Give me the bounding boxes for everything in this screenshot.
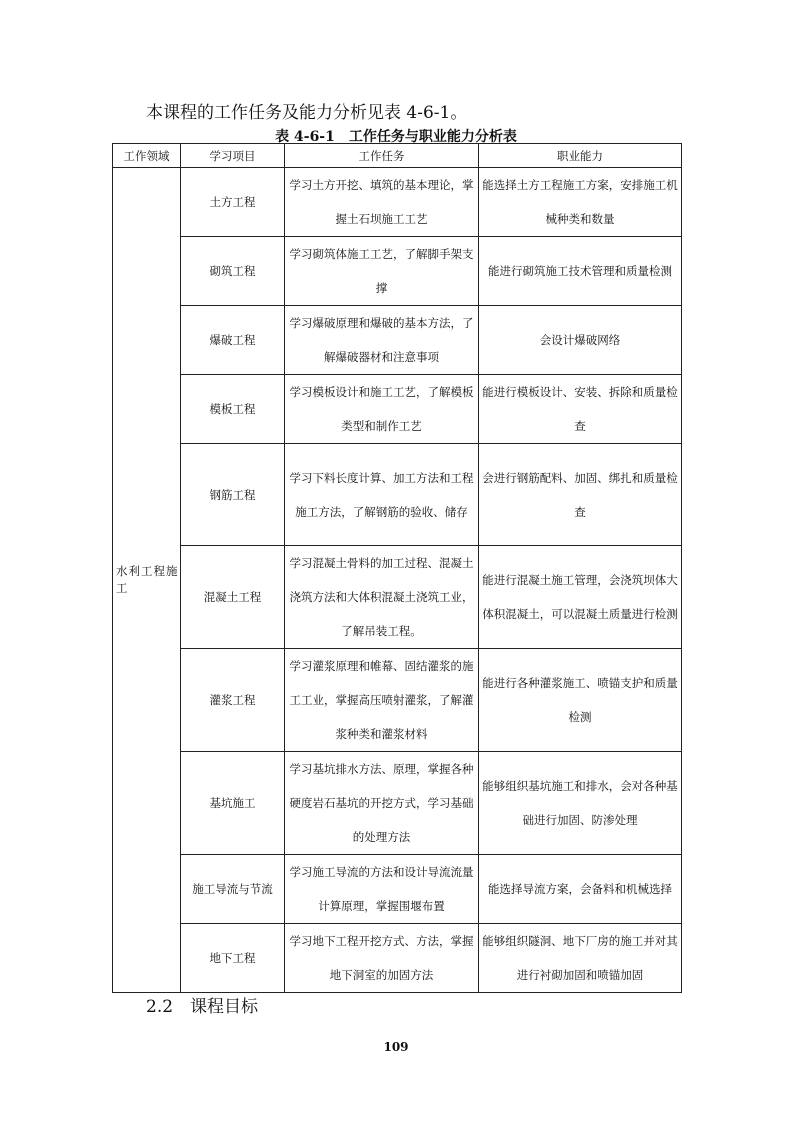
ability-cell: 能进行模板设计、安装、拆除和质量检查: [479, 375, 682, 444]
table-row: [113, 752, 682, 855]
table-row: [113, 237, 682, 306]
ability-cell: 能进行混凝土施工管理，会浇筑坝体大体积混凝土，可以混凝土质量进行检测: [479, 546, 682, 649]
column-header-ability: 职业能力: [479, 144, 682, 168]
domain-cell: 水利工程施工: [113, 168, 181, 993]
task-cell: 学习爆破原理和爆破的基本方法，了解爆破器材和注意事项: [285, 306, 479, 375]
item-cell: 爆破工程: [181, 306, 285, 375]
table-row: [113, 168, 682, 237]
task-cell: 学习土方开挖、填筑的基本理论，掌握土石坝施工工艺: [285, 168, 479, 237]
task-ability-table: [112, 143, 682, 993]
task-cell: 学习灌浆原理和帷幕、固结灌浆的施工工业，掌握高压喷射灌浆，了解灌浆种类和灌浆材料: [285, 649, 479, 752]
ability-cell: 会设计爆破网络: [479, 306, 682, 375]
item-cell: 土方工程: [181, 168, 285, 237]
ability-cell: 能够组织隧洞、地下厂房的施工并对其进行衬砌加固和喷锚加固: [479, 924, 682, 993]
table-row: [113, 924, 682, 993]
ability-cell: 能进行各种灌浆施工、喷锚支护和质量检测: [479, 649, 682, 752]
section-heading: 2.2 课程目标: [146, 997, 259, 1017]
table-row: [113, 444, 682, 546]
page-number: 109: [383, 1040, 409, 1054]
item-cell: 基坑施工: [181, 752, 285, 855]
task-cell: 学习模板设计和施工工艺，了解模板类型和制作工艺: [285, 375, 479, 444]
task-cell: 学习砌筑体施工工艺，了解脚手架支撑: [285, 237, 479, 306]
ability-cell: 会进行钢筋配料、加固、绑扎和质量检查: [479, 444, 682, 546]
item-cell: 砌筑工程: [181, 237, 285, 306]
table-row: [113, 855, 682, 924]
ability-cell: 能选择土方工程施工方案，安排施工机械种类和数量: [479, 168, 682, 237]
task-cell: 学习地下工程开挖方式、方法，掌握地下洞室的加固方法: [285, 924, 479, 993]
task-cell: 学习施工导流的方法和设计导流流量计算原理，掌握围堰布置: [285, 855, 479, 924]
item-cell: 灌浆工程: [181, 649, 285, 752]
task-cell: 学习下料长度计算、加工方法和工程施工方法，了解钢筋的验收、储存: [285, 444, 479, 546]
task-cell: 学习混凝土骨料的加工过程、混凝土浇筑方法和大体积混凝土浇筑工业，了解吊装工程。: [285, 546, 479, 649]
item-cell: 施工导流与节流: [181, 855, 285, 924]
table-row: [113, 546, 682, 649]
column-header-task: 工作任务: [285, 144, 479, 168]
column-header-item: 学习项目: [181, 144, 285, 168]
table-row: [113, 306, 682, 375]
table-row: [113, 375, 682, 444]
ability-cell: 能选择导流方案，会备料和机械选择: [479, 855, 682, 924]
table-row: [113, 649, 682, 752]
item-cell: 地下工程: [181, 924, 285, 993]
ability-cell: 能够组织基坑施工和排水，会对各种基础进行加固、防渗处理: [479, 752, 682, 855]
column-header-domain: 工作领域: [113, 144, 181, 168]
task-cell: 学习基坑排水方法、原理，掌握各种硬度岩石基坑的开挖方式，学习基础的处理方法: [285, 752, 479, 855]
table-caption: 表 4-6-1 工作任务与职业能力分析表: [275, 129, 517, 145]
item-cell: 钢筋工程: [181, 444, 285, 546]
item-cell: 混凝土工程: [181, 546, 285, 649]
table-header-row: [113, 144, 682, 168]
item-cell: 模板工程: [181, 375, 285, 444]
ability-cell: 能进行砌筑施工技术管理和质量检测: [479, 237, 682, 306]
intro-text: 本课程的工作任务及能力分析见表 4-6-1。: [146, 103, 468, 123]
